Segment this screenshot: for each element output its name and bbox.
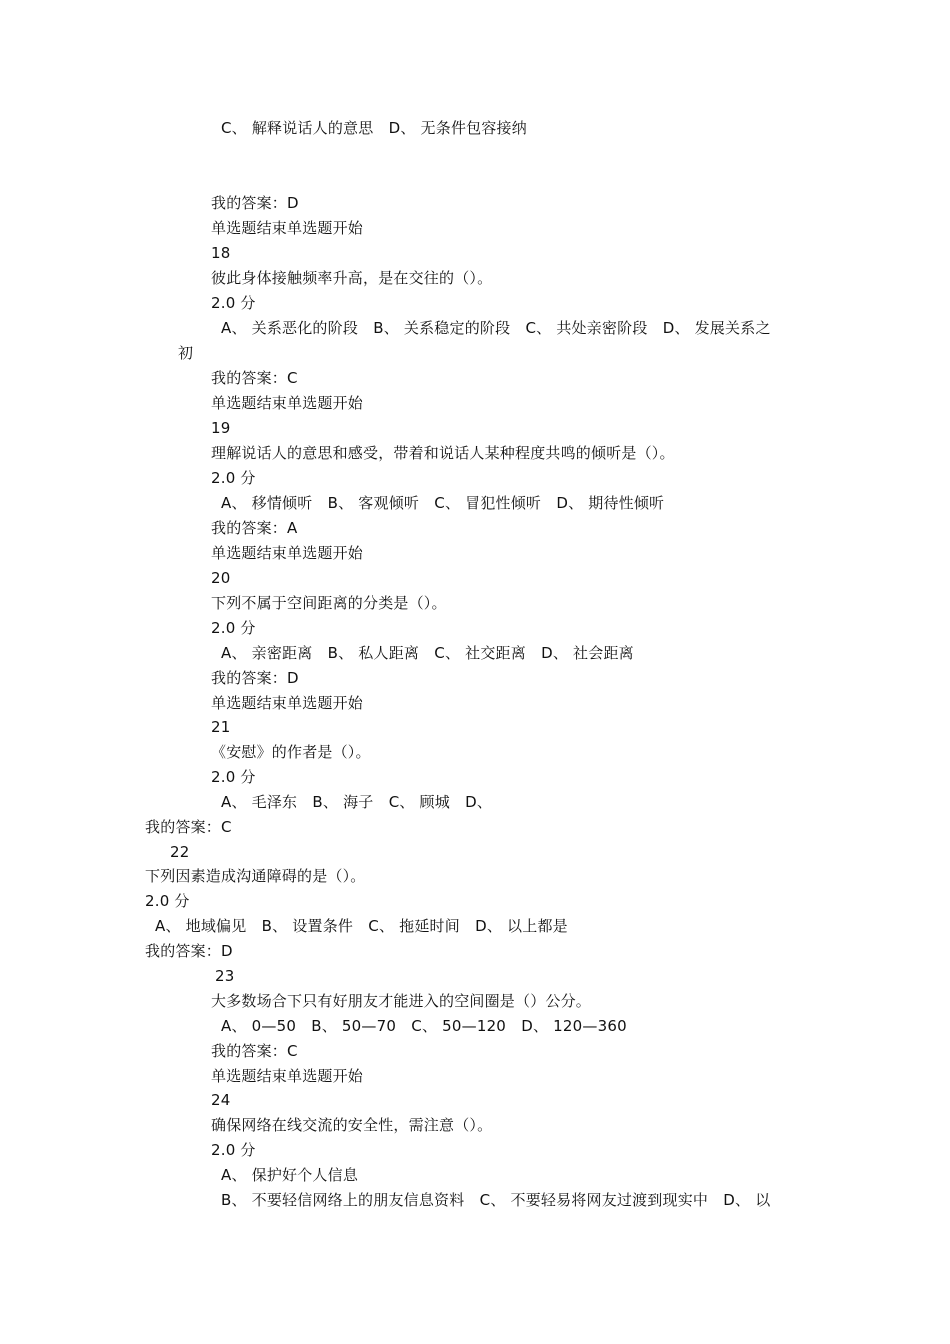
option-line: A、 保护好个人信息 [221,1166,359,1184]
section-divider-text: 单选题结束单选题开始 [211,694,364,712]
question-score: 2.0 分 [211,294,256,312]
question-text: 大多数场合下只有好朋友才能进入的空间圈是（）公分。 [211,992,592,1010]
question-text: 《安慰》的作者是（）。 [211,743,371,761]
question-number: 19 [211,419,231,437]
option-line: C、 解释说话人的意思 D、 无条件包容接纳 [221,119,527,137]
question-text: 下列因素造成沟通障碍的是（）。 [145,867,366,885]
question-score: 2.0 分 [211,619,256,637]
my-answer: 我的答案：D [211,194,299,212]
question-text: 确保网络在线交流的安全性，需注意（）。 [211,1116,493,1134]
section-divider-text: 单选题结束单选题开始 [211,544,364,562]
question-number: 22 [170,843,190,861]
question-number: 21 [211,718,231,736]
question-text: 理解说话人的意思和感受，带着和说话人某种程度共鸣的倾听是（）。 [211,444,675,462]
question-number: 18 [211,244,231,262]
section-divider-text: 单选题结束单选题开始 [211,219,364,237]
option-line: A、 0—50 B、 50—70 C、 50—120 D、 120—360 [221,1017,627,1035]
question-text: 彼此身体接触频率升高，是在交往的（）。 [211,269,493,287]
option-line: B、 不要轻信网络上的朋友信息资料 C、 不要轻易将网友过渡到现实中 D、 以 [221,1191,771,1209]
question-score: 2.0 分 [211,1141,256,1159]
option-line: A、 移情倾听 B、 客观倾听 C、 冒犯性倾听 D、 期待性倾听 [221,494,665,512]
option-line: A、 亲密距离 B、 私人距离 C、 社交距离 D、 社会距离 [221,644,634,662]
my-answer: 我的答案：D [211,669,299,687]
option-line: A、 关系恶化的阶段 B、 关系稳定的阶段 C、 共处亲密阶段 D、 发展关系之 [221,319,771,337]
my-answer: 我的答案：A [211,519,298,537]
question-score: 2.0 分 [211,469,256,487]
question-number: 24 [211,1091,231,1109]
option-line: A、 毛泽东 B、 海子 C、 顾城 D、 [221,793,493,811]
question-score: 2.0 分 [211,768,256,786]
my-answer: 我的答案：C [145,818,232,836]
option-line-continuation: 初 [178,344,194,362]
question-number: 20 [211,569,231,587]
question-score: 2.0 分 [145,892,190,910]
section-divider-text: 单选题结束单选题开始 [211,394,364,412]
my-answer: 我的答案：D [145,942,233,960]
question-text: 下列不属于空间距离的分类是（）。 [211,594,447,612]
my-answer: 我的答案：C [211,369,298,387]
my-answer: 我的答案：C [211,1042,298,1060]
question-number: 23 [215,967,235,985]
section-divider-text: 单选题结束单选题开始 [211,1067,364,1085]
option-line: A、 地域偏见 B、 设置条件 C、 拖延时间 D、 以上都是 [155,917,568,935]
